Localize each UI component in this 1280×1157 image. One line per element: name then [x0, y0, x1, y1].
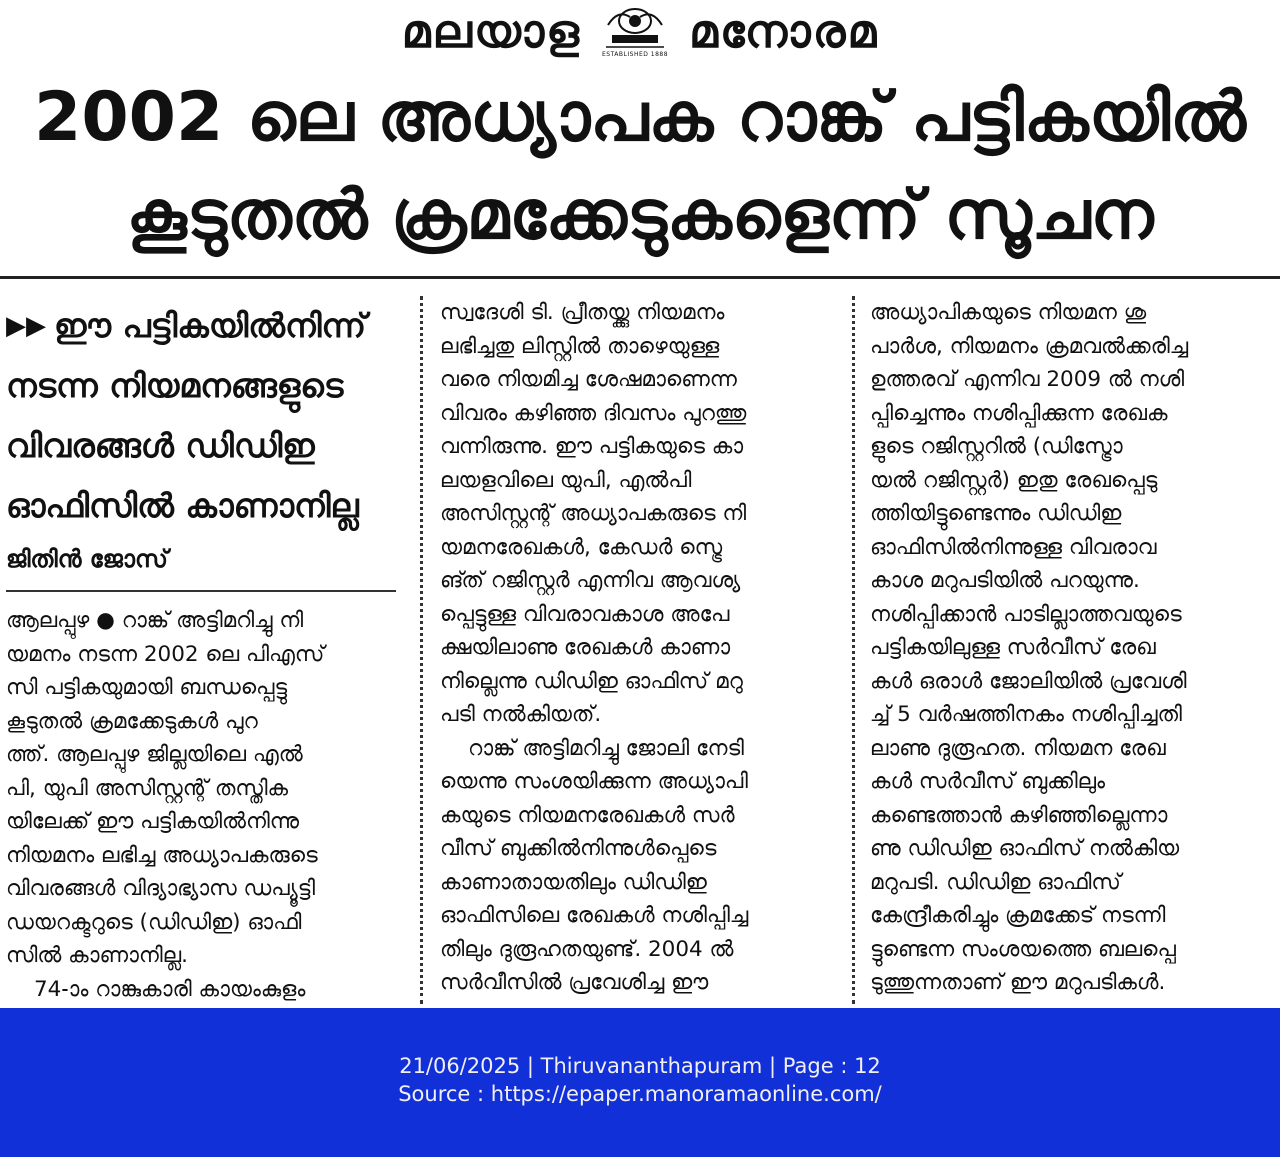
- byline-rule: [6, 590, 396, 592]
- text-line: ഉത്തരവ് എന്നിവ 2009 ൽ നശി: [870, 367, 1185, 392]
- text-line: പ്പെട്ടുള്ള വിവരാവകാശ അപേ: [440, 601, 730, 627]
- text-line: ഡയറക്ടറുടെ (ഡിഡിഇ) ഓഫി: [6, 909, 302, 935]
- masthead-right-word: മനോരമ: [689, 4, 879, 58]
- text-line: സർവീസിൽ പ്രവേശിച്ച ഈ: [440, 970, 709, 995]
- text-line: നശിപ്പിക്കാൻ പാടില്ലാത്തവയുടെ: [870, 601, 1182, 627]
- text-line: അസിസ്റ്റന്റ് അധ്യാപകരുടെ നി: [440, 501, 747, 526]
- text-line: വിവരങ്ങൾ വിദ്യാഭ്യാസ ഡപ്യൂട്ടി: [6, 876, 315, 901]
- text-line: വീസ് ബുക്കിൽനിന്നുൾപ്പെടെ: [440, 836, 717, 861]
- text-line: യെന്നു സംശയിക്കുന്ന അധ്യാപി: [440, 769, 748, 794]
- footer-date-place-page: 21/06/2025 | Thiruvananthapuram | Page : 12: [399, 1054, 881, 1078]
- text-line: കൾ സർവീസ് ബുക്കിലും: [870, 769, 1106, 794]
- text-line: കാശ മറുപടിയിൽ പറയുന്നു.: [870, 568, 1140, 593]
- text-line: പട്ടികയിലുള്ള സർവീസ് രേഖ: [870, 635, 1156, 660]
- headline-rule: [0, 276, 1280, 279]
- article-column-2: [440, 296, 835, 1000]
- text-line: 74-ാം റാങ്കുകാരി കായംകുളം: [34, 976, 306, 1002]
- text-line: മറുപടി. ഡിഡിഇ ഓഫിസ്: [870, 869, 1121, 895]
- text-line: ങ്ത് റജിസ്റ്റർ എന്നിവ ആവശ്യ: [440, 568, 741, 593]
- text-line: അധ്യാപികയുടെ നിയമന ശു: [870, 300, 1147, 325]
- footer-source-link[interactable]: Source : https://epaper.manoramaonline.com/: [398, 1082, 882, 1106]
- article-column-1: [6, 296, 401, 1006]
- text-line: വരെ നിയമിച്ച ശേഷമാണെന്ന: [440, 367, 737, 392]
- text-line: ടുത്തുന്നതാണ് ഈ മറുപടികൾ.: [870, 970, 1166, 995]
- article-column-3: [870, 296, 1270, 1000]
- headline-line-2: കൂടുതൽ ക്രമക്കേടുകളെന്ന് സൂചന: [126, 176, 1154, 255]
- emblem-icon: [600, 3, 670, 53]
- headline-line-1: 2002 ലെ അധ്യാപക റാങ്ക് പട്ടികയിൽ: [34, 78, 1246, 157]
- text-line: കൂടുതൽ ക്രമക്കേടുകൾ പുറ: [6, 708, 258, 734]
- subheading: [6, 296, 401, 536]
- source-footer: [0, 1008, 1280, 1157]
- text-line: യിലേക്ക് ഈ പട്ടികയിൽനിന്നു: [6, 809, 300, 834]
- text-line: നില്ലെന്നു ഡിഡിഇ ഓഫിസ് മറു: [440, 668, 743, 694]
- text-line: കാണാതായതിലും ഡിഡിഇ: [440, 869, 707, 895]
- emblem-caption: ESTABLISHED 1888: [602, 51, 669, 58]
- text-line: സിൽ കാണാനില്ല.: [6, 943, 188, 968]
- text-line: ലഭിച്ചതു ലിസ്റ്റിൽ താഴെയുള്ള: [440, 333, 720, 359]
- text-line: വിവരം കഴിഞ്ഞ ദിവസം പുറത്തു: [440, 400, 747, 426]
- text-line: ച്ച് 5 വർഷത്തിനകം നശിപ്പിച്ചതി: [870, 702, 1182, 727]
- text-line: ലാണു ദുരൂഹത. നിയമന രേഖ: [870, 735, 1166, 761]
- text-line: പി, യുപി അസിസ്റ്റന്റ് തസ്തിക: [6, 775, 289, 801]
- masthead-emblem: [595, 3, 675, 61]
- text-line: റാങ്ക് അട്ടിമറിച്ചു ജോലി നേടി: [468, 735, 744, 761]
- text-line: യൽ റജിസ്റ്റർ) ഇതു രേഖപ്പെടു: [870, 467, 1158, 493]
- column-divider: [852, 296, 855, 1004]
- text-line: ളുടെ റജിസ്റ്ററിൽ (ഡിസ്ട്രോ: [870, 434, 1123, 459]
- text-line: വന്നിരുന്നു. ഈ പട്ടികയുടെ കാ: [440, 434, 744, 459]
- subheading-line: ഓഫിസിൽ കാണാനില്ല: [6, 486, 359, 525]
- text-line: പ്പിച്ചെന്നും നശിപ്പിക്കുന്ന രേഖക: [870, 400, 1168, 426]
- byline: ജിതിൻ ജോസ്: [6, 545, 168, 573]
- column-divider: [420, 296, 423, 1004]
- masthead: [0, 0, 1280, 64]
- text-line: ഓഫിസിൽനിന്നുള്ള വിവരാവ: [870, 534, 1157, 560]
- subheading-line: നടന്ന നിയമനങ്ങളുടെ: [6, 366, 344, 405]
- text-line: കയുടെ നിയമനരേഖകൾ സർ: [440, 802, 735, 828]
- text-line: ഓഫിസിലെ രേഖകൾ നശിപ്പിച്ച: [440, 903, 749, 928]
- double-arrow-icon: ▶▶: [6, 311, 46, 341]
- text-line: കേന്ദ്രീകരിച്ചും ക്രമക്കേട് നടന്നി: [870, 903, 1166, 928]
- text-line: തിലും ദുരൂഹതയുണ്ട്. 2004 ൽ: [440, 936, 734, 962]
- text-line: പാർശ, നിയമനം ക്രമവൽക്കരിച്ച: [870, 333, 1189, 359]
- text-line: ആലപ്പുഴ ● റാങ്ക് അട്ടിമറിച്ചു നി: [6, 608, 304, 633]
- text-line: യമനരേഖകൾ, കേഡർ സ്ട്രെ: [440, 534, 723, 560]
- text-line: പടി നൽകിയത്.: [440, 702, 602, 727]
- text-line: കൾ ഒരാൾ ജോലിയിൽ പ്രവേശി: [870, 668, 1187, 694]
- text-line: സി പട്ടികയുമായി ബന്ധപ്പെട്ടു: [6, 675, 288, 700]
- text-line: ക്ഷയിലാണു രേഖകൾ കാണാ: [440, 635, 731, 660]
- text-line: നിയമനം ലഭിച്ച അധ്യാപകരുടെ: [6, 842, 318, 868]
- text-line: ത്ത്. ആലപ്പുഴ ജില്ലയിലെ എൽ: [6, 742, 303, 767]
- text-line: ത്തിയിട്ടുണ്ടെന്നും ഡിഡിഇ: [870, 501, 1122, 526]
- subheading-line: ▶▶ ഈ പട്ടികയിൽനിന്ന്: [6, 306, 367, 345]
- text-line: ട്ടുണ്ടെന്ന സംശയത്തെ ബലപ്പെ: [870, 936, 1176, 962]
- headline: [0, 70, 1280, 266]
- text-line: കണ്ടെത്താൻ കഴിഞ്ഞില്ലെന്നാ: [870, 802, 1168, 828]
- text-line: ലയളവിലെ യുപി, എൽപി: [440, 467, 692, 493]
- masthead-left-word: മലയാള: [401, 4, 582, 58]
- text-line: ണു ഡിഡിഇ ഓഫിസ് നൽകിയ: [870, 836, 1180, 861]
- subheading-line: വിവരങ്ങൾ ഡിഡിഇ: [6, 426, 315, 465]
- text-line: സ്വദേശി ടി. പ്രീതയ്ക്കു നിയമനം: [440, 300, 725, 325]
- text-line: യമനം നടന്ന 2002 ലെ പിഎസ്: [6, 641, 325, 667]
